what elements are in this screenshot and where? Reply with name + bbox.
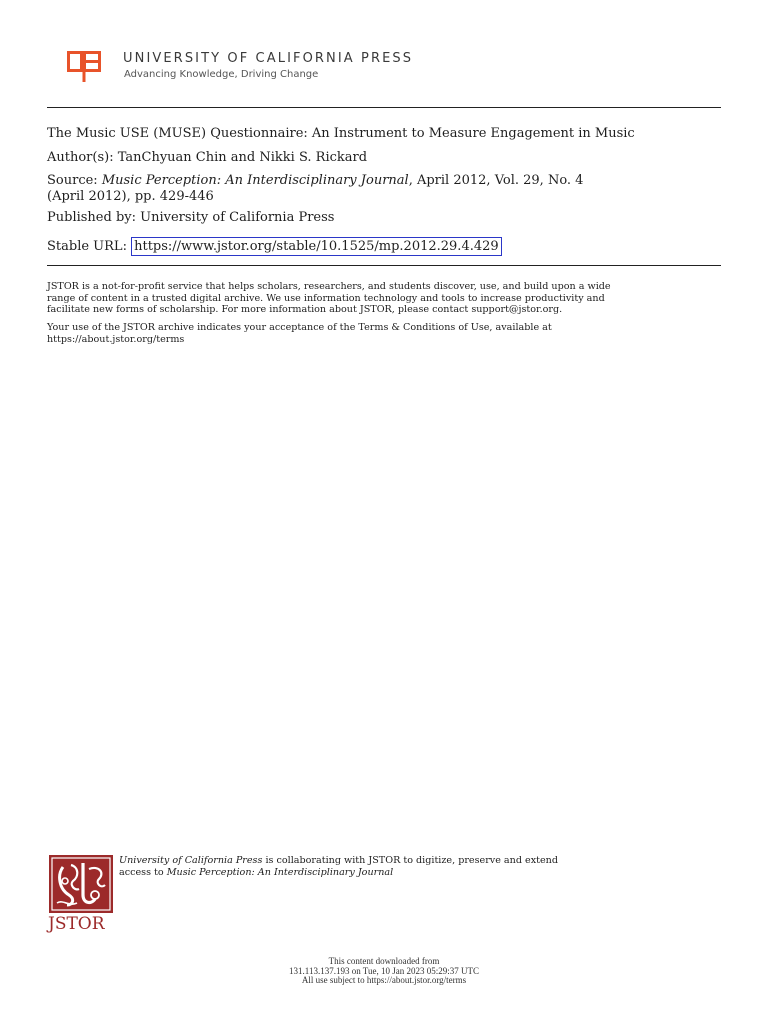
source-block	[47, 173, 583, 205]
divider-top	[47, 107, 721, 108]
authors-names: TanChyuan Chin and Nikki S. Rickard	[117, 150, 368, 165]
jstor-notice-line: JSTOR is a not-for-profit service that helps scholars, researchers, and students discover, use, and build upon a wide	[47, 281, 611, 292]
source-details-2: (April 2012), pp. 429-446	[47, 189, 214, 204]
published-label: Published by:	[47, 210, 136, 225]
download-info: This content downloaded from	[328, 956, 440, 966]
download-info: 131.113.137.193 on Tue, 10 Jan 2023 05:29:37 UTC	[289, 965, 479, 976]
terms-notice	[47, 322, 552, 345]
source-details: , April 2012, Vol. 29, No. 4	[408, 173, 584, 188]
publisher-name: University of California Press	[140, 210, 335, 225]
download-terms: All use subject to https://about.jstor.org/terms	[301, 975, 467, 985]
collab-access: access to	[119, 867, 167, 878]
article-title: The Music USE (MUSE) Questionnaire: An Instrument to Measure Engagement in Music	[47, 126, 635, 141]
stable-url-link[interactable]: https://www.jstor.org/stable/10.1525/mp.2012.29.4.429	[131, 237, 502, 256]
collab-text: is collaborating with JSTOR to digitize, preserve and extend	[262, 855, 558, 866]
collab-journal: Music Perception: An Interdisciplinary Journal	[166, 867, 394, 878]
published-line	[47, 210, 334, 226]
stable-url-line	[47, 237, 502, 256]
authors-line	[47, 150, 367, 166]
terms-notice-line: Your use of the JSTOR archive indicates your acceptance of the Terms & Conditions of Use, available at	[47, 322, 552, 333]
jstor-notice	[47, 281, 611, 316]
ucpress-book-icon	[67, 51, 101, 83]
collab-line	[119, 855, 558, 867]
source-label: Source:	[47, 173, 98, 188]
collab-press: University of California Press	[119, 855, 263, 866]
jstor-seal-icon	[49, 855, 113, 913]
jstor-notice-line: facilitate new forms of scholarship. For more information about JSTOR, please contact support@jstor.org.	[47, 304, 563, 315]
divider-middle	[47, 265, 721, 266]
jstor-wordmark: JSTOR	[48, 914, 105, 934]
terms-link[interactable]: https://about.jstor.org/terms	[47, 333, 185, 345]
authors-label: Author(s):	[47, 150, 114, 165]
jstor-notice-line: range of content in a trusted digital archive. We use information technology and tools to increase productivity and	[47, 292, 605, 304]
collab-line	[119, 867, 393, 879]
source-journal: Music Perception: An Interdisciplinary Journal	[101, 173, 409, 188]
press-tagline: Advancing Knowledge, Driving Change	[124, 69, 319, 80]
stable-url-label: Stable URL:	[47, 239, 127, 254]
press-name: UNIVERSITY OF CALIFORNIA PRESS	[123, 51, 414, 66]
